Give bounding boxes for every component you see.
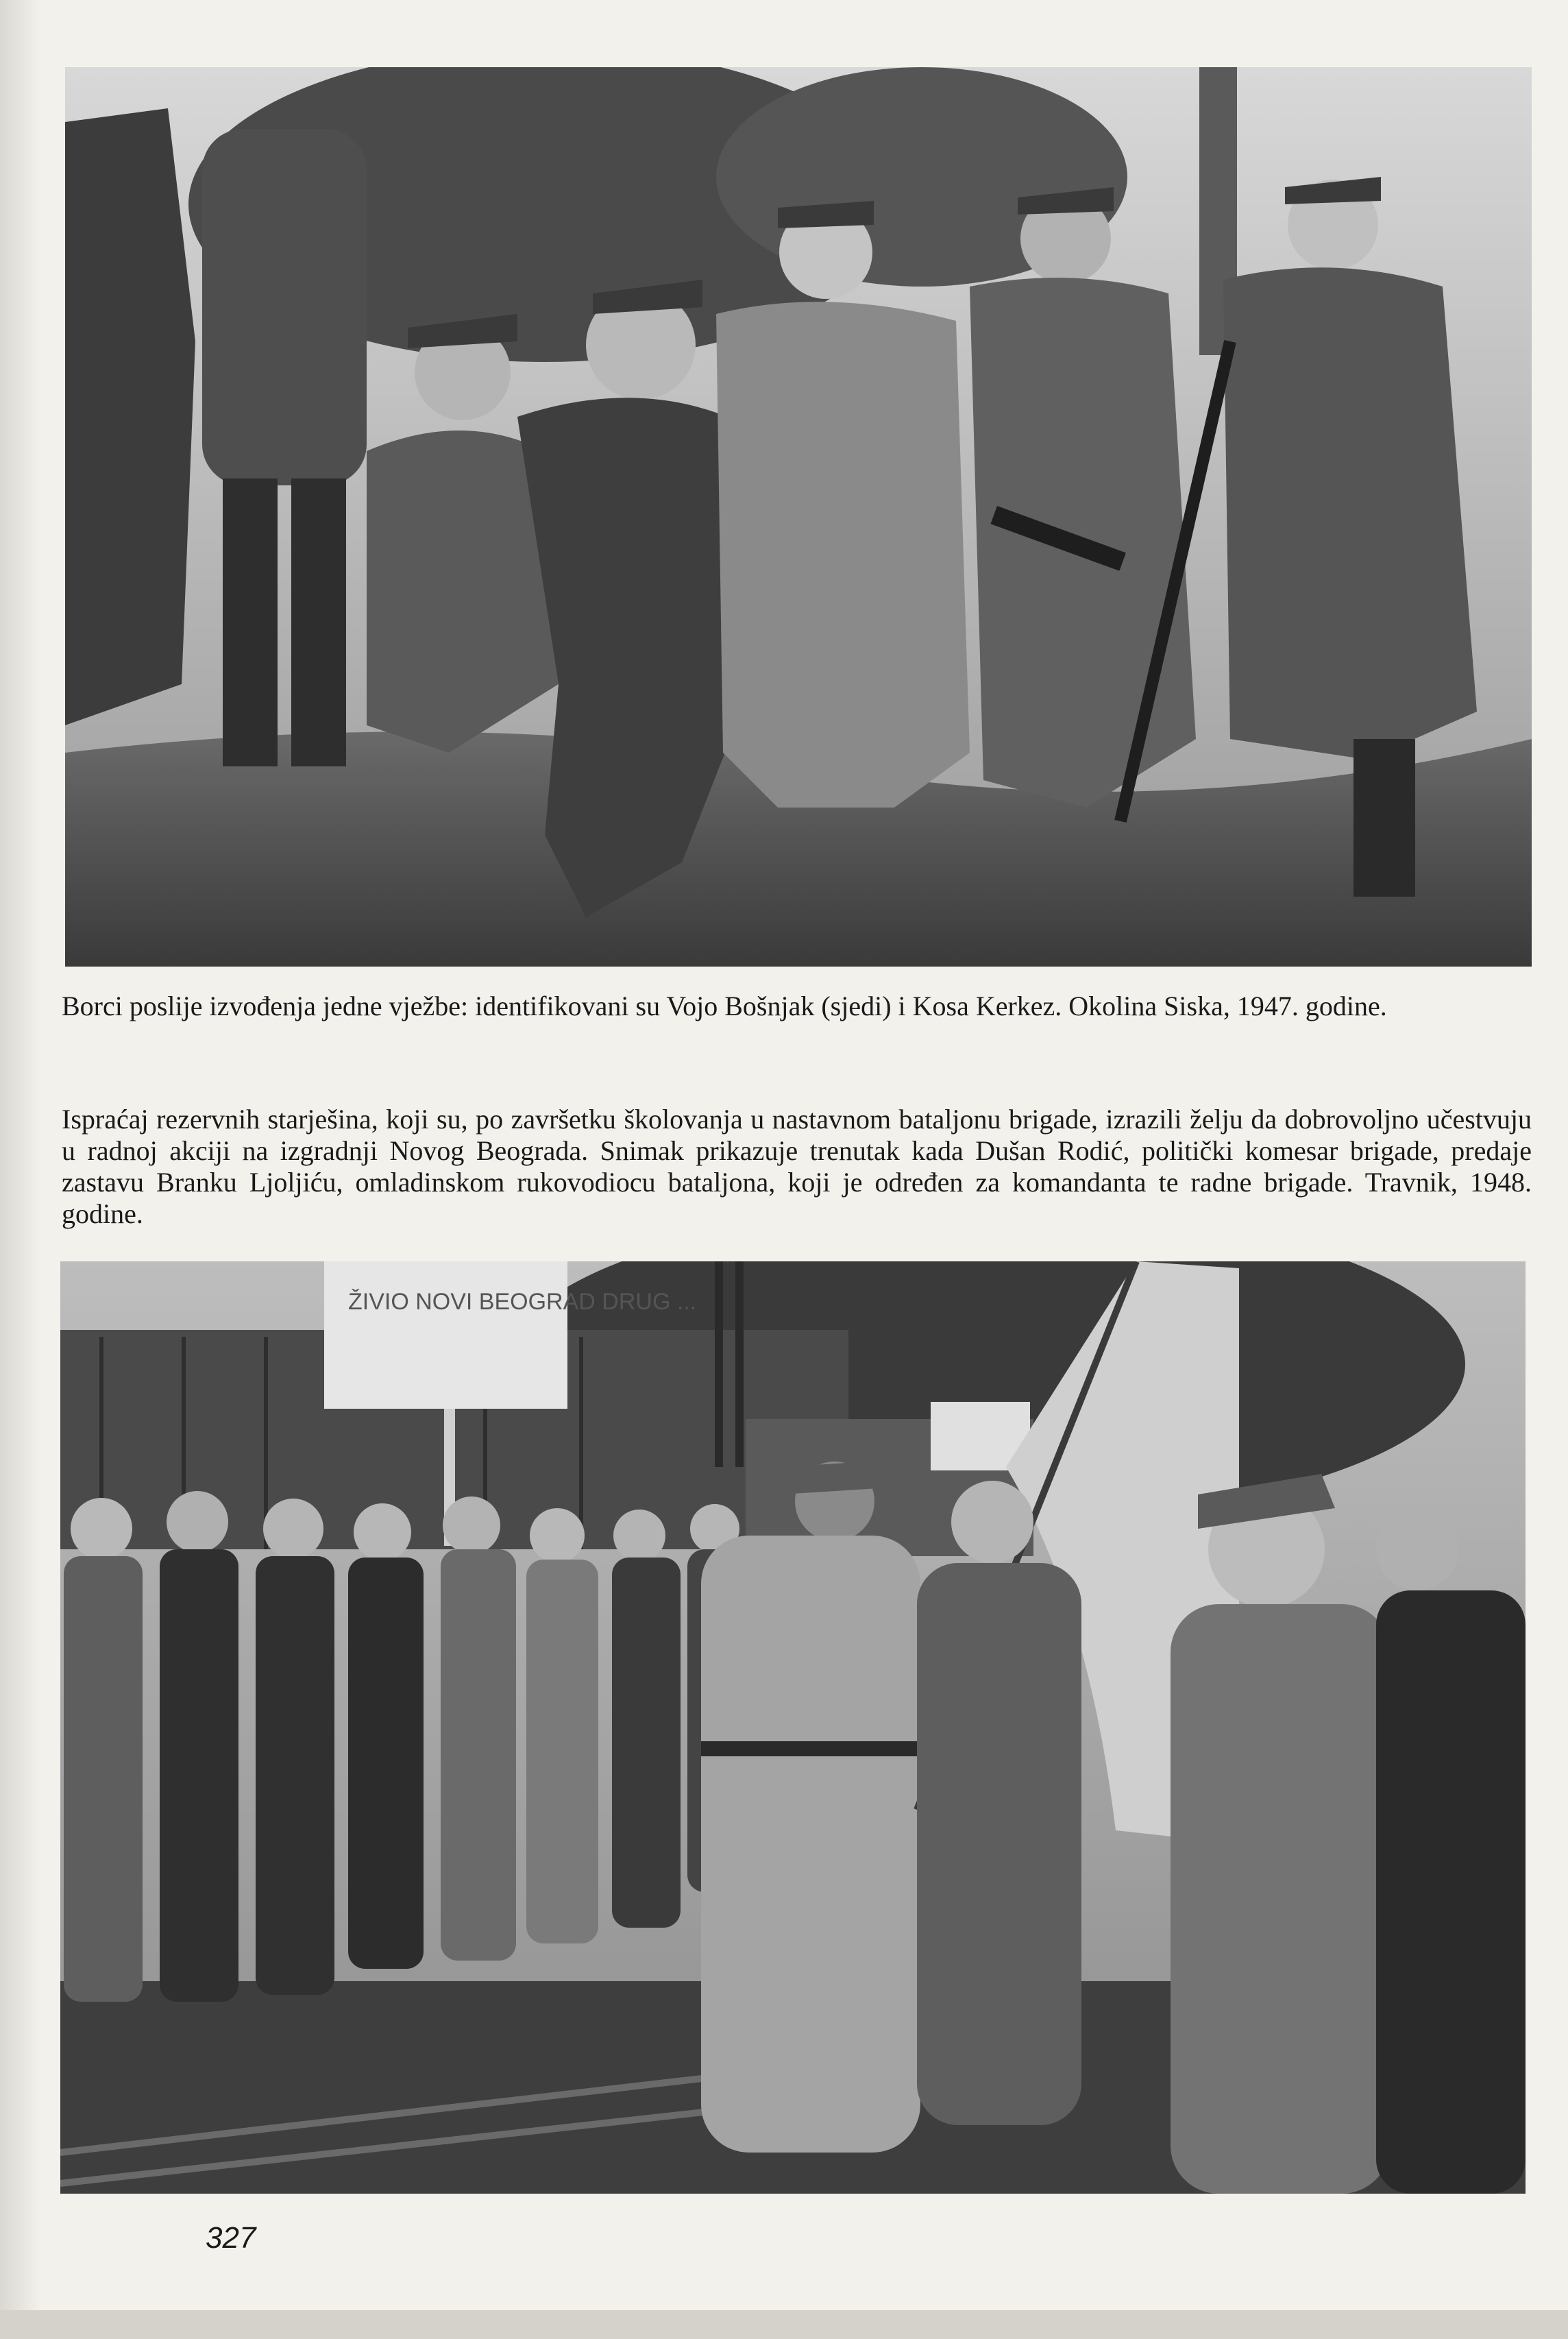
bottom-photograph — [60, 1261, 1526, 2194]
page-number: 327 — [206, 2221, 256, 2255]
officer-with-flag — [917, 1563, 1081, 2125]
top-photo-caption: Borci poslije izvođenja jedne vježbe: identifikovani su Vojo Bošnjak (sjedi) i Kosa Kerkez. Okolina Siska, 1947. godine. — [62, 991, 1387, 1021]
officer-front-right — [1171, 1604, 1390, 2194]
protest-sign — [324, 1261, 567, 1409]
row-of-soldiers — [64, 1491, 752, 2002]
top-photograph — [65, 67, 1532, 967]
protest-sign-text: ŽIVIO NOVI BEOGRAD DRUG ... — [348, 1289, 697, 1315]
bottom-photo-illustration — [60, 1261, 1526, 2194]
page-edge-shadow — [0, 0, 41, 2339]
top-photo-illustration — [65, 67, 1532, 967]
bottom-photo-caption: Ispraćaj rezervnih starješina, koji su, po završetku školovanja u nastavnom bataljonu brigade, izrazili želju da dobrovoljno učestvuju u radnoj akciji na izgradnji Novog Beograda. Snimak prikazuje trenutak kada Dušan Rodić, politički komesar brigade, predaje zastavu Branku Ljoljiću, omladinskom rukovodiocu bataljona, koji je određen za komandanta te radne brigade. Travnik, 1948. godine. — [62, 1104, 1532, 1229]
figure-soldier-right — [1223, 267, 1477, 760]
officer-from-back — [701, 1536, 920, 2153]
figure-standing-left — [202, 129, 367, 485]
scan-bottom-band — [0, 2310, 1568, 2339]
figure-woman-coat — [716, 302, 970, 808]
